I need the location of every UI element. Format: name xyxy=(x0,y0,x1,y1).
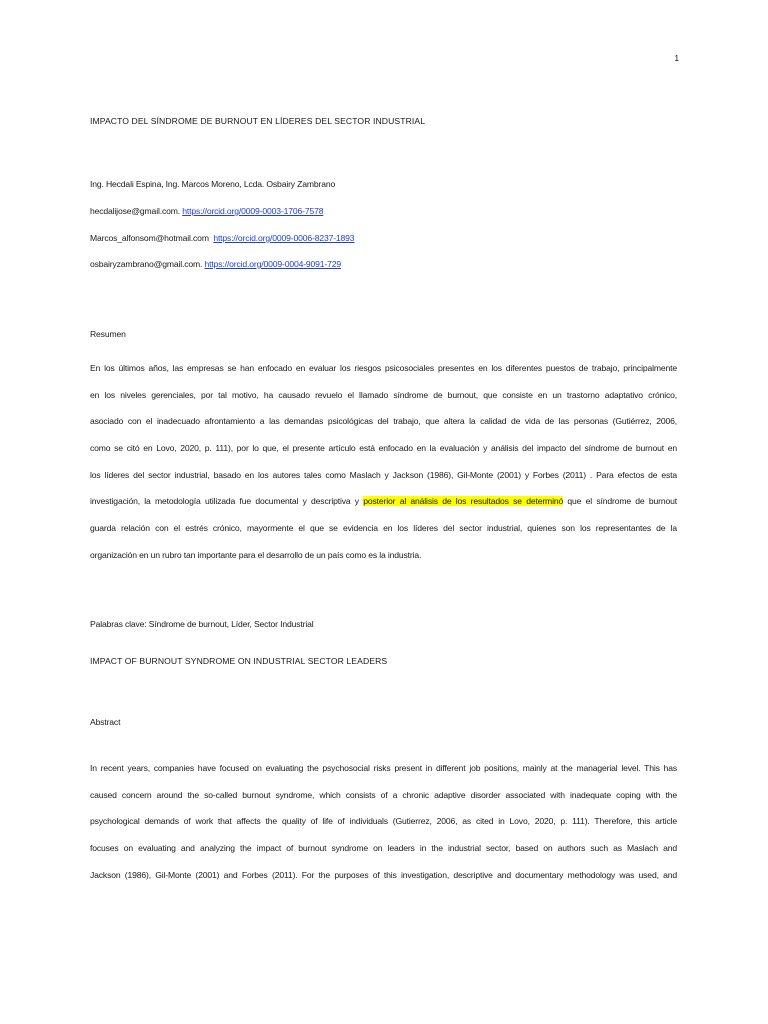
english-title: IMPACT OF BURNOUT SYNDROME ON INDUSTRIAL SECTOR LEADERS xyxy=(90,656,388,666)
keywords: Palabras clave: Síndrome de burnout, Líder, Sector Industrial xyxy=(90,619,314,629)
text-line: In recent years, companies have focused on evaluating the psychosocial risks present in different job positions, mainly at the managerial level. This has xyxy=(90,763,677,773)
page-number: 1 xyxy=(674,53,679,63)
text-segment: que el síndrome de burnout xyxy=(563,496,677,507)
text-line: en los niveles gerenciales, por tal motivo, ha causado revuelo el llamado síndrome de burnout, que consiste en un trastorno adaptativo crónico, xyxy=(90,389,677,400)
text-segment: investigación, la metodología utilizada fue documental y descriptiva y xyxy=(90,496,364,507)
email-text: hecdalijose@gmail.com. xyxy=(90,206,180,216)
text-line: organización en un rubro tan importante para el desarrollo de un país como es la industria. xyxy=(90,549,422,560)
author-list: Ing. Hecdali Espina, Ing. Marcos Moreno, Lcda. Osbairy Zambrano xyxy=(90,179,336,189)
paper-title: IMPACTO DEL SÍNDROME DE BURNOUT EN LÍDERES DEL SECTOR INDUSTRIAL xyxy=(90,116,426,126)
text-line: los líderes del sector industrial, basado en los autores tales como Maslach y Jackson (1986), Gil-Monte (2001) y Forbes (2011) . Para efectos de esta xyxy=(90,469,677,480)
email-text: osbairyzambrano@gmail.com. xyxy=(90,259,203,269)
text-line: caused concern around the so-called burnout syndrome, which consists of a chronic adaptive disorder associated with inadequate coping with the xyxy=(90,789,677,800)
resumen-heading: Resumen xyxy=(90,329,126,339)
abstract-paragraph xyxy=(90,763,677,896)
author-contact-3 xyxy=(90,259,341,269)
orcid-link[interactable]: https://orcid.org/0009-0006-8237-1893 xyxy=(213,233,355,243)
text-line xyxy=(90,496,677,523)
text-line: Jackson (1986), Gil-Monte (2001) and Forbes (2011). For the purposes of this investigation, descriptive and documentary methodology was used, and xyxy=(90,869,677,880)
abstract-heading: Abstract xyxy=(90,717,121,727)
text-line: como se citó en Lovo, 2020, p. 111), por lo que, el presente artículo está enfocado en la evaluación y análisis del impacto del síndrome de burnout en xyxy=(90,443,677,454)
email-text: Marcos_alfonsom@hotmail.com xyxy=(90,233,209,243)
text-line: En los últimos años, las empresas se han enfocado en evaluar los riesgos psicosociales presentes en los diferentes puestos de trabajo, principalmente xyxy=(90,363,677,373)
orcid-link[interactable]: https://orcid.org/0009-0003-1706-7578 xyxy=(182,206,324,216)
author-contact-2 xyxy=(90,233,354,243)
author-contact-1 xyxy=(90,206,323,216)
text-line: psychological demands of work that affects the quality of life of individuals (Gutierrez, 2006, as cited in Lovo, 2020, p. 111). Therefore, this article xyxy=(90,816,677,827)
text-line: focuses on evaluating and analyzing the impact of burnout syndrome on leaders in the industrial sector, based on authors such as Maslach and xyxy=(90,843,677,854)
text-line: guarda relación con el estrés crónico, mayormente el que se evidencia en los líderes del sector industrial, quienes son los representantes de la xyxy=(90,523,677,534)
text-line: asociado con el inadecuado afrontamiento a las demandas psicológicas del trabajo, que altera la calidad de vida de las personas (Gutiérrez, 2006, xyxy=(90,416,677,427)
highlighted-text: posterior al análisis de los resultados se determinó xyxy=(363,496,564,507)
resumen-paragraph xyxy=(90,363,677,577)
orcid-link[interactable]: https://orcid.org/0009-0004-9091-729 xyxy=(204,259,342,269)
